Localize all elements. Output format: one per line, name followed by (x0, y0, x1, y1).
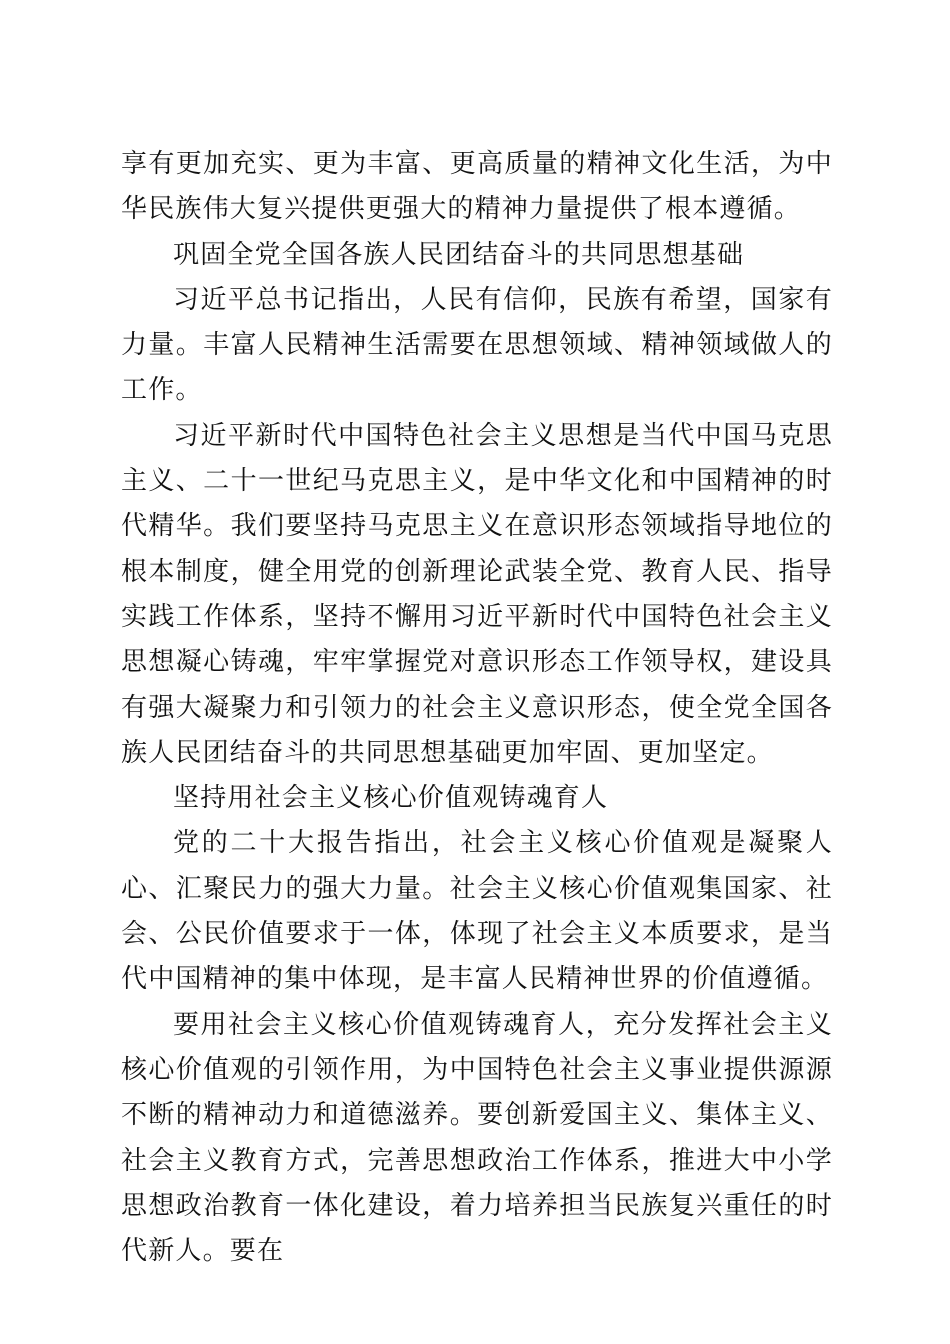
paragraph: 党的二十大报告指出，社会主义核心价值观是凝聚人心、汇聚民力的强大力量。社会主义核心价值观集国家、社会、公民价值要求于一体，体现了社会主义本质要求，是当代中国精神的集中体现，是丰富人民精神世界的价值遵循。 (121, 828, 833, 995)
document-body (121, 142, 833, 1274)
paragraph: 习近平总书记指出，人民有信仰，民族有希望，国家有力量。丰富人民精神生活需要在思想领域、精神领域做人的工作。 (121, 284, 833, 406)
section-heading-core-values: 坚持用社会主义核心价值观铸魂育人 (173, 783, 609, 814)
paragraph-continued: 享有更加充实、更为丰富、更高质量的精神文化生活，为中华民族伟大复兴提供更强大的精神力量提供了根本遵循。 (121, 149, 833, 225)
paragraph: 要用社会主义核心价值观铸魂育人，充分发挥社会主义核心价值观的引领作用，为中国特色社会主义事业提供源源不断的精神动力和道德滋养。要创新爱国主义、集体主义、社会主义教育方式，完善思想政治工作体系，推进大中小学思想政治教育一体化建设，着力培养担当民族复兴重任的时代新人。要在 (121, 1009, 833, 1267)
paragraph: 习近平新时代中国特色社会主义思想是当代中国马克思主义、二十一世纪马克思主义，是中华文化和中国精神的时代精华。我们要坚持马克思主义在意识形态领域指导地位的根本制度，健全用党的创新理论武装全党、教育人民、指导实践工作体系，坚持不懈用习近平新时代中国特色社会主义思想凝心铸魂，牢牢掌握党对意识形态工作领导权，建设具有强大凝聚力和引领力的社会主义意识形态，使全党全国各族人民团结奋斗的共同思想基础更加牢固、更加坚定。 (121, 420, 833, 768)
section-heading-ideological-foundation: 巩固全党全国各族人民团结奋斗的共同思想基础 (173, 239, 745, 270)
